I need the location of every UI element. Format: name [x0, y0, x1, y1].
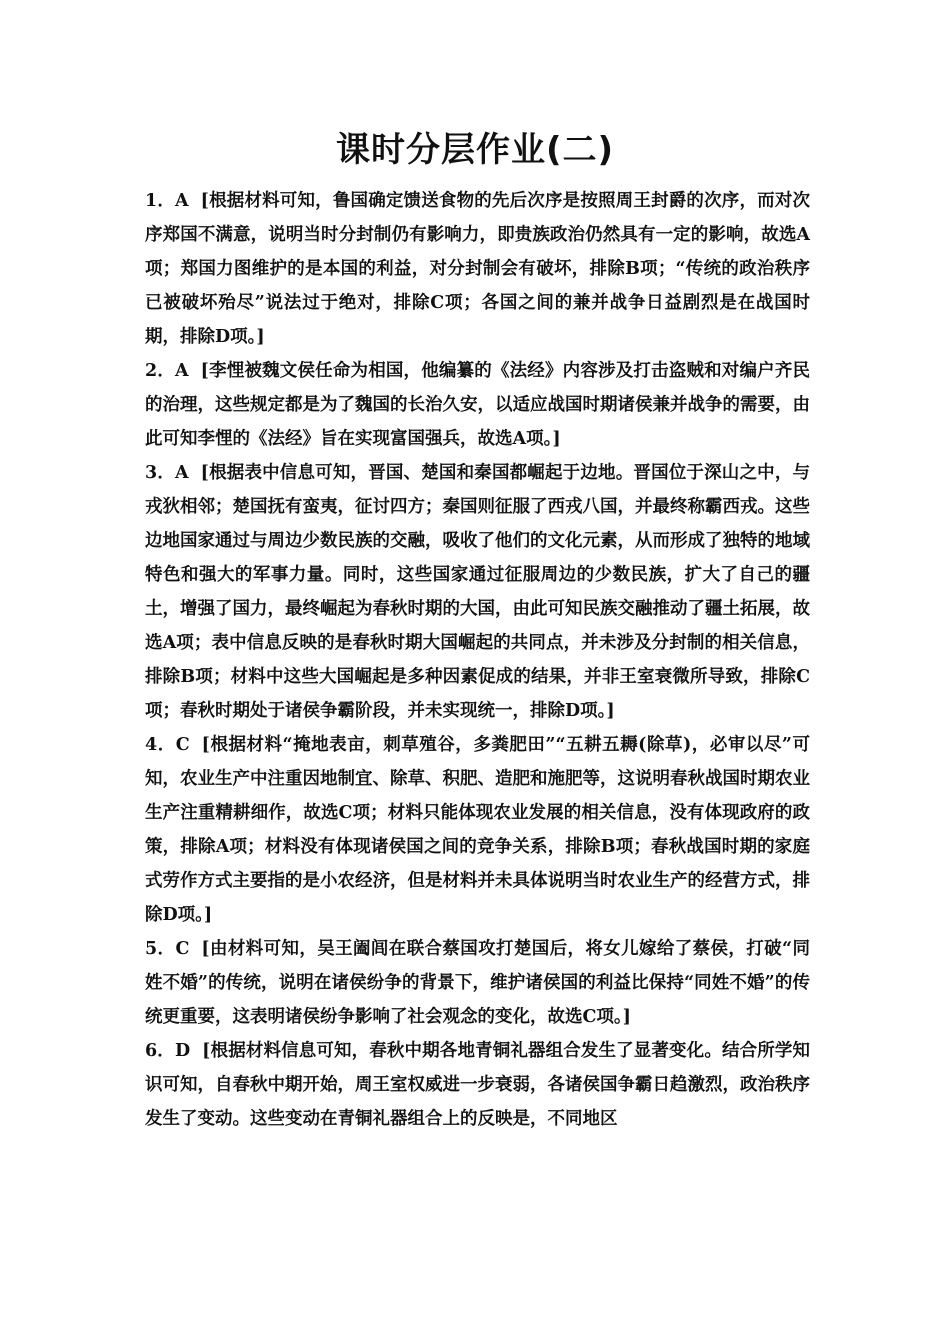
answer-number: 3．	[145, 463, 176, 483]
answer-number: 1．	[145, 191, 176, 211]
answer-text: [根据材料可知，鲁国确定馈送食物的先后次序是按照周王封爵的次序，而对次序郑国不满意，说明当时分封制仍有影响力，即贵族政治仍然具有一定的影响，故选A项；郑国力图维护的是本国的利益，对分封制会有破坏，排除B项；“传统的政治秩序已被破坏殆尽”说法过于绝对，排除C项；各国之间的兼并战争日益剧烈是在战国时期，排除D项。]	[145, 191, 810, 347]
answer-item-4	[145, 728, 810, 932]
answer-item-3	[145, 456, 810, 728]
answer-number: 6．	[145, 1041, 175, 1061]
answer-letter: C	[175, 939, 190, 959]
answer-number: 4．	[145, 735, 176, 755]
answer-text: [根据表中信息可知，晋国、楚国和秦国都崛起于边地。晋国位于深山之中，与戎狄相邻；楚国抚有蛮夷，征讨四方；秦国则征服了西戎八国，并最终称霸西戎。这些边地国家通过与周边少数民族的交融，吸收了他们的文化元素，从而形成了独特的地域特色和强大的军事力量。同时，这些国家通过征服周边的少数民族，扩大了自己的疆土，增强了国力，最终崛起为春秋时期的大国，由此可知民族交融推动了疆土拓展，故选A项；表中信息反映的是春秋时期大国崛起的共同点，并未涉及分封制的相关信息，排除B项；材料中这些大国崛起是多种因素促成的结果，并非王室衰微所导致，排除C项；春秋时期处于诸侯争霸阶段，并未实现统一，排除D项。]	[145, 463, 810, 721]
answer-letter: C	[175, 735, 190, 755]
answer-list	[145, 184, 810, 1136]
answer-text: [根据材料信息可知，春秋中期各地青铜礼器组合发生了显著变化。结合所学知识可知，自春秋中期开始，周王室权威进一步衰弱，各诸侯国争霸日趋激烈，政治秩序发生了变动。这些变动在青铜礼器组合上的反映是，不同地区	[145, 1041, 810, 1129]
answer-item-5	[145, 932, 810, 1034]
answer-letter: A	[175, 463, 189, 483]
answer-number: 2．	[145, 361, 176, 381]
answer-letter: D	[174, 1041, 191, 1061]
answer-letter: A	[175, 191, 189, 211]
answer-text: [根据材料“掩地表亩，刺草殖谷，多粪肥田”“五耕五耨(除草)，必审以尽”可知，农业生产中注重因地制宜、除草、积肥、造肥和施肥等，这说明春秋战国时期农业生产注重精耕细作，故选C项；材料只能体现农业发展的相关信息，没有体现政府的政策，排除A项；材料没有体现诸侯国之间的竞争关系，排除B项；春秋战国时期的家庭式劳作方式主要指的是小农经济，但是材料并未具体说明当时农业生产的经营方式，排除D项。]	[145, 735, 810, 925]
answer-number: 5．	[145, 939, 176, 959]
answer-letter: A	[175, 361, 189, 381]
answer-item-6	[145, 1034, 810, 1136]
page-title: 课时分层作业(二)	[335, 130, 615, 170]
answer-text: [李悝被魏文侯任命为相国，他编纂的《法经》内容涉及打击盗贼和对编户齐民的治理，这些规定都是为了魏国的长治久安，以适应战国时期诸侯兼并战争的需要，由此可知李悝的《法经》旨在实现富国强兵，故选A项。]	[145, 361, 810, 449]
answer-text: [由材料可知，吴王阖闾在联合蔡国攻打楚国后，将女儿嫁给了蔡侯，打破“同姓不婚”的传统，说明在诸侯纷争的背景下，维护诸侯国的利益比保持“同姓不婚”的传统更重要，这表明诸侯纷争影响了社会观念的变化，故选C项。]	[145, 939, 810, 1027]
answer-item-1	[145, 184, 810, 354]
answer-item-2	[145, 354, 810, 456]
